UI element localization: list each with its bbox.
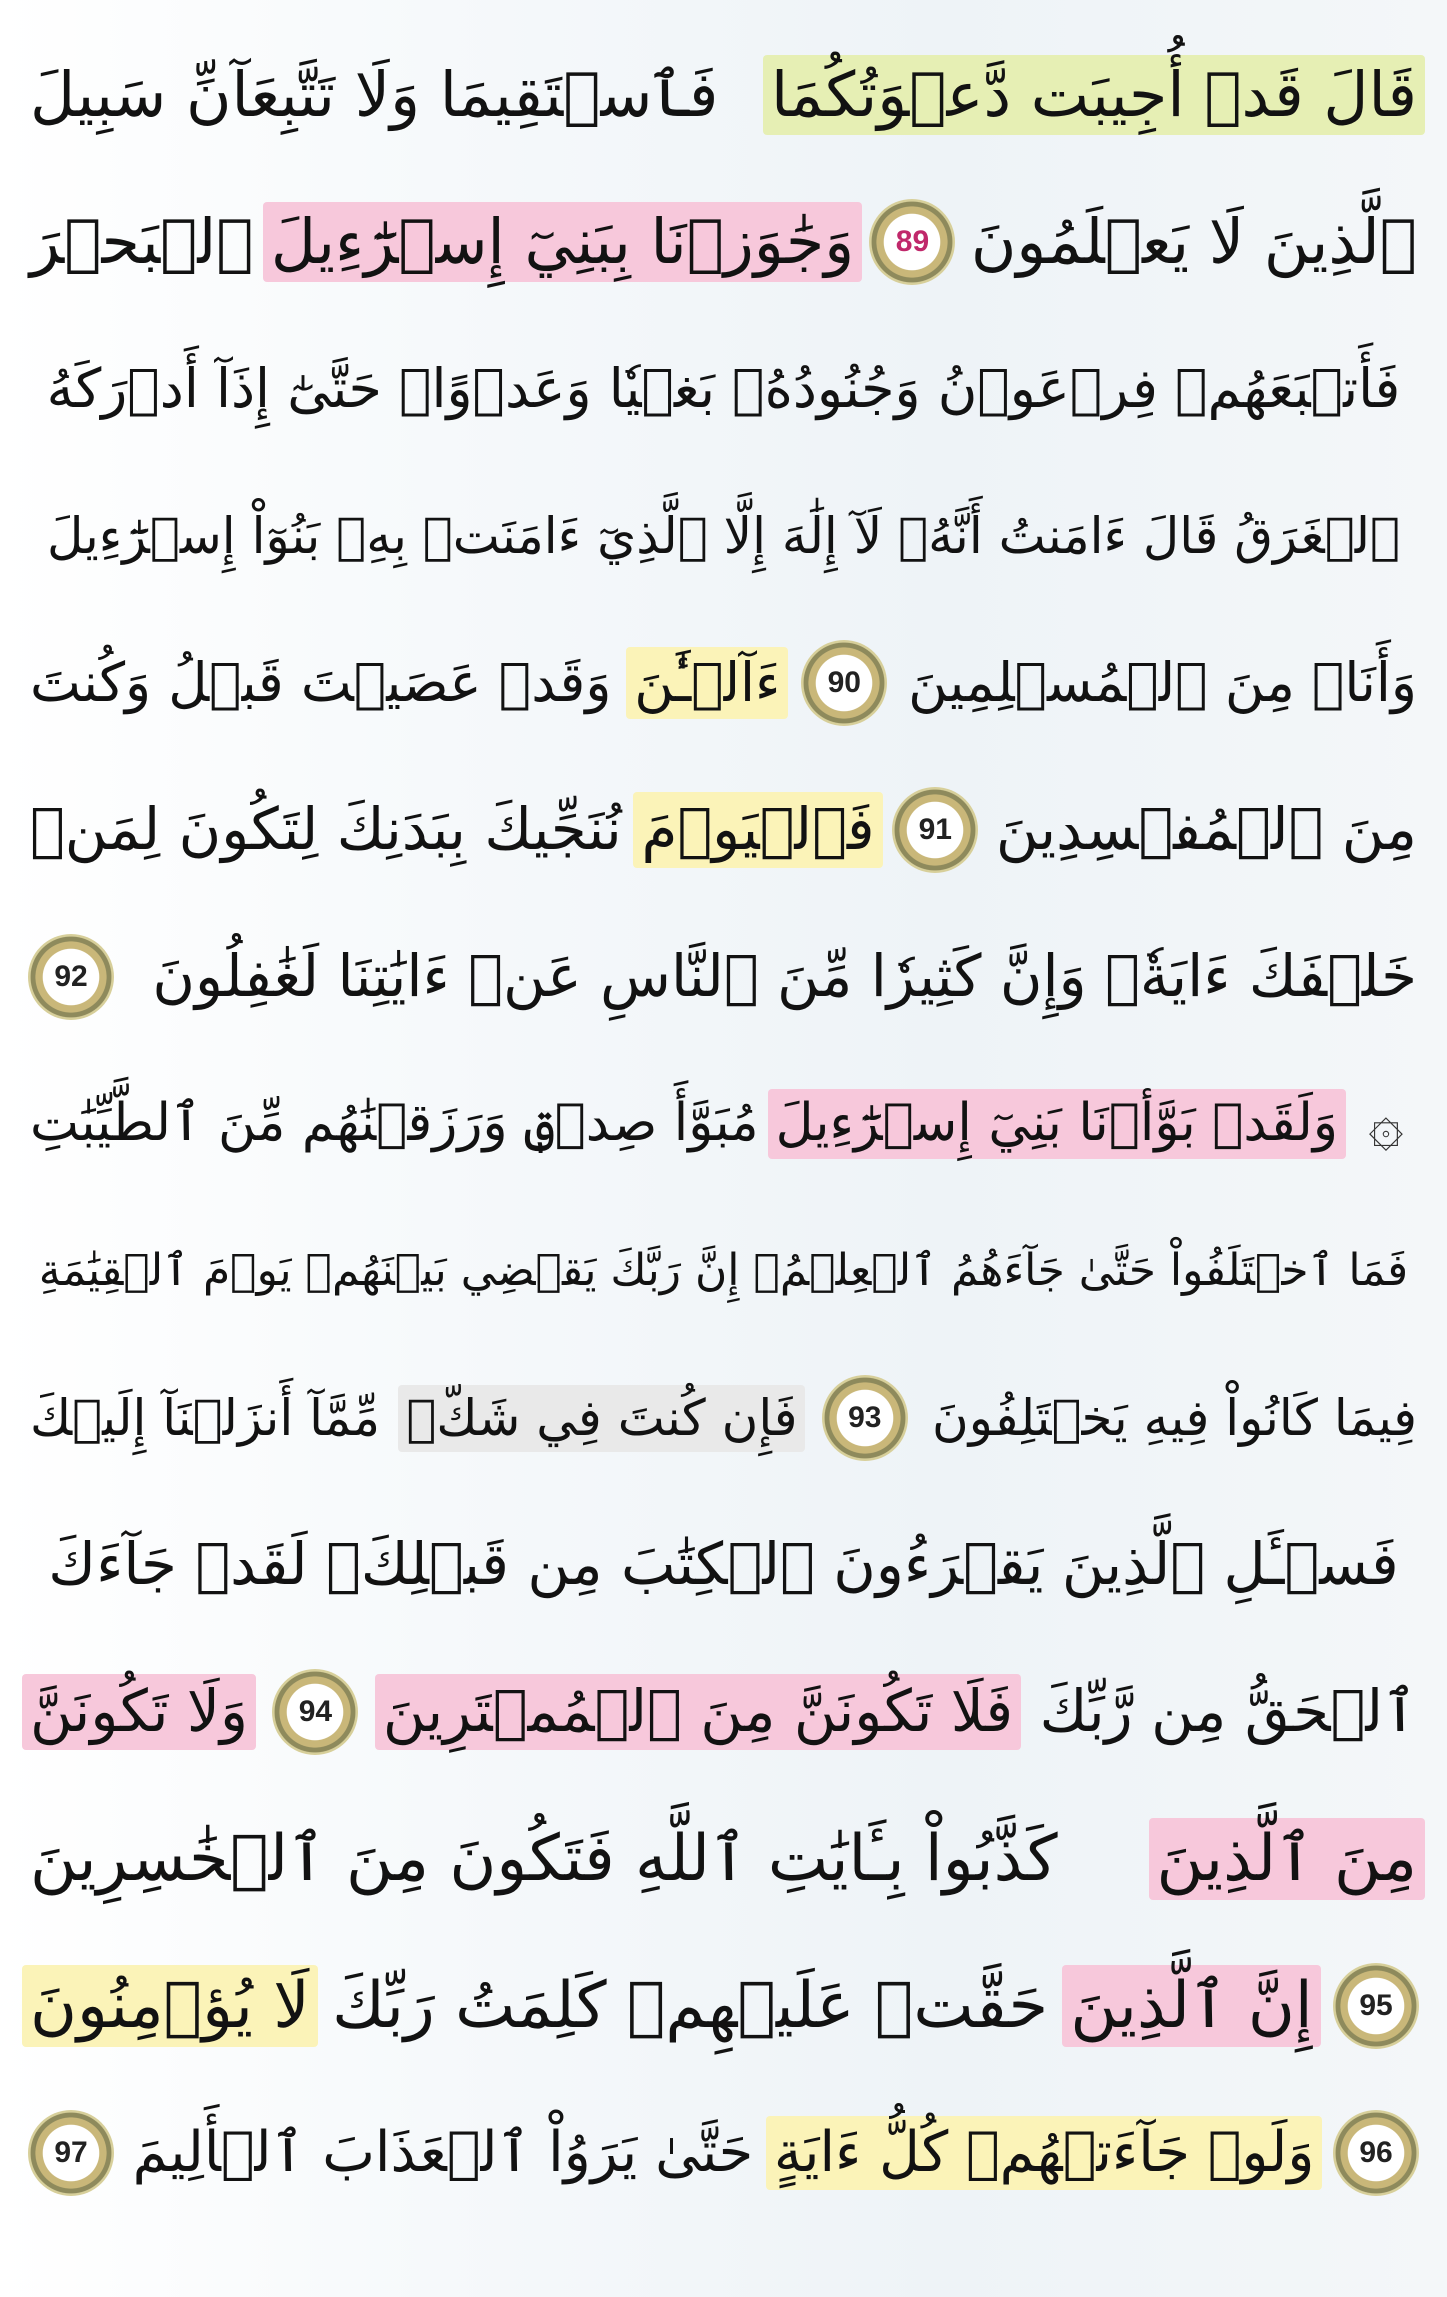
verse-text[interactable]: نُنَجِّيكَ بِبَدَنِكَ لِتَكُونَ لِمَنۡ bbox=[30, 795, 622, 864]
text-line bbox=[22, 608, 1425, 758]
highlighted-phrase[interactable]: فَإِن كُنتَ فِي شَكّٖ bbox=[398, 1385, 805, 1452]
verse-number: 89 bbox=[895, 225, 930, 258]
highlighted-phrase[interactable]: فَلَا تَكُونَنَّ مِنَ ٱلۡمُمۡتَرِينَ bbox=[375, 1674, 1021, 1750]
highlighted-phrase[interactable]: فَٱلۡيَوۡمَ bbox=[633, 792, 882, 868]
verse-number: 95 bbox=[1359, 1989, 1393, 2022]
text-line bbox=[22, 20, 1425, 170]
verse-number-marker[interactable] bbox=[28, 2110, 114, 2196]
verse-text[interactable]: خَلۡفَكَ ءَايَةٗۚ وَإِنَّ كَثِيرٗا مِّنَ ٱلنَّاسِ عَنۡ ءَايَٰتِنَا لَغَٰفِلُونَ bbox=[152, 942, 1417, 1011]
text-line bbox=[22, 461, 1425, 611]
verse-number: 91 bbox=[918, 813, 952, 846]
verse-text[interactable]: مِنَ ٱلۡمُفۡسِدِينَ bbox=[995, 795, 1417, 864]
verse-text[interactable]: فَسۡـَٔلِ ٱلَّذِينَ يَقۡرَءُونَ ٱلۡكِتَٰبَ مِن قَبۡلِكَۚ لَقَدۡ جَآءَكَ bbox=[48, 1530, 1399, 1599]
verse-number-marker[interactable] bbox=[1333, 1963, 1419, 2049]
highlighted-phrase[interactable]: قَالَ قَدۡ أُجِيبَت دَّعۡوَتُكُمَا bbox=[763, 55, 1425, 135]
verse-number-marker[interactable] bbox=[272, 1669, 358, 1755]
verse-text[interactable]: وَقَدۡ عَصَيۡتَ قَبۡلُ وَكُنتَ bbox=[30, 651, 612, 715]
text-line bbox=[22, 2078, 1425, 2228]
verse-number: 97 bbox=[54, 2136, 88, 2169]
verse-text[interactable]: ٱلۡبَحۡرَ bbox=[30, 204, 254, 278]
text-line bbox=[22, 1196, 1425, 1346]
text-line bbox=[22, 1637, 1425, 1787]
rub-el-hizb-icon: ۞ bbox=[1368, 1089, 1404, 1159]
verse-text[interactable]: حَتَّىٰ يَرَوُاْ ٱلۡعَذَابَ ٱلۡأَلِيمَ bbox=[132, 2120, 754, 2186]
verse-number-marker[interactable] bbox=[28, 934, 114, 1020]
verse-number-marker[interactable] bbox=[892, 787, 978, 873]
verse-number-marker[interactable] bbox=[869, 199, 955, 285]
verse-text[interactable]: حَقَّتۡ عَلَيۡهِمۡ كَلِمَتُ رَبِّكَ bbox=[332, 1968, 1049, 2043]
highlighted-phrase[interactable]: وَلَوۡ جَآءَتۡهُمۡ كُلُّ ءَايَةٍ bbox=[766, 2116, 1323, 2190]
highlighted-phrase[interactable]: وَجَٰوَزۡنَا بِبَنِيٓ إِسۡرَٰٓءِيلَ bbox=[263, 202, 862, 282]
text-line bbox=[22, 1490, 1425, 1640]
verse-number-marker[interactable] bbox=[1333, 2110, 1419, 2196]
verse-text[interactable]: وَأَنَا۠ مِنَ ٱلۡمُسۡلِمِينَ bbox=[908, 651, 1417, 715]
verse-text[interactable]: كَذَّبُواْ بِـَٔايَٰتِ ٱللَّهِ فَتَكُونَ مِنَ ٱلۡخَٰسِرِينَ bbox=[30, 1821, 1058, 1896]
verse-text[interactable]: فَٱسۡتَقِيمَا وَلَا تَتَّبِعَآنِّ سَبِيلَ bbox=[30, 57, 719, 131]
text-line bbox=[22, 314, 1425, 464]
verse-text[interactable]: ٱلَّذِينَ لَا يَعۡلَمُونَ bbox=[970, 204, 1417, 278]
verse-text[interactable]: فَمَا ٱخۡتَلَفُواْ حَتَّىٰ جَآءَهُمُ ٱلۡعِلۡمُۚ إِنَّ رَبَّكَ يَقۡضِي بَيۡنَهُمۡ يَوۡمَ ٱلۡقِيَٰمَةِ bbox=[38, 1244, 1409, 1296]
verse-text[interactable]: ٱلۡغَرَقُ قَالَ ءَامَنتُ أَنَّهُۥ لَآ إِلَٰهَ إِلَّا ٱلَّذِيٓ ءَامَنَتۡ بِهِۦ بَنُوٓاْ إِسۡرَٰٓءِيلَ bbox=[47, 506, 1401, 565]
verse-number-marker[interactable] bbox=[822, 1375, 908, 1461]
verse-text[interactable]: مُبَوَّأَ صِدۡقٖ وَرَزَقۡنَٰهُم مِّنَ ٱلطَّيِّبَٰتِ bbox=[30, 1093, 759, 1154]
verse-text[interactable]: فَأَتۡبَعَهُمۡ فِرۡعَوۡنُ وَجُنُودُهُۥ بَغۡيٗا وَعَدۡوًاۖ حَتَّىٰٓ إِذَآ أَدۡرَكَهُ bbox=[46, 357, 1401, 421]
verse-number: 94 bbox=[298, 1695, 333, 1728]
highlighted-phrase[interactable]: مِنَ ٱلَّذِينَ bbox=[1149, 1818, 1425, 1900]
highlighted-phrase[interactable]: وَلَا تَكُونَنَّ bbox=[22, 1674, 256, 1750]
highlighted-phrase[interactable]: ءَآلۡـَٰٔنَ bbox=[626, 647, 788, 718]
verse-text[interactable]: فِيمَا كَانُواْ فِيهِ يَخۡتَلِفُونَ bbox=[932, 1388, 1417, 1447]
verse-text[interactable]: ٱلۡحَقُّ مِن رَّبِّكَ bbox=[1039, 1677, 1417, 1746]
verse-number: 90 bbox=[827, 666, 861, 699]
verse-number: 92 bbox=[54, 960, 88, 993]
text-line bbox=[22, 1343, 1425, 1493]
highlighted-phrase[interactable]: وَلَقَدۡ بَوَّأۡنَا بَنِيٓ إِسۡرَٰٓءِيلَ bbox=[768, 1089, 1346, 1158]
text-line bbox=[22, 902, 1425, 1052]
text-line bbox=[22, 1784, 1425, 1934]
verse-number: 96 bbox=[1359, 2136, 1393, 2169]
text-line bbox=[22, 1931, 1425, 2081]
highlighted-phrase[interactable]: لَا يُؤۡمِنُونَ bbox=[22, 1965, 318, 2047]
verse-number-marker[interactable] bbox=[801, 640, 887, 726]
text-line bbox=[22, 755, 1425, 905]
verse-text[interactable]: مِّمَّآ أَنزَلۡنَآ إِلَيۡكَ bbox=[30, 1388, 381, 1447]
text-line bbox=[22, 167, 1425, 317]
text-line bbox=[22, 1049, 1425, 1199]
highlighted-phrase[interactable]: إِنَّ ٱلَّذِينَ bbox=[1062, 1965, 1320, 2047]
verse-number: 93 bbox=[848, 1401, 882, 1434]
